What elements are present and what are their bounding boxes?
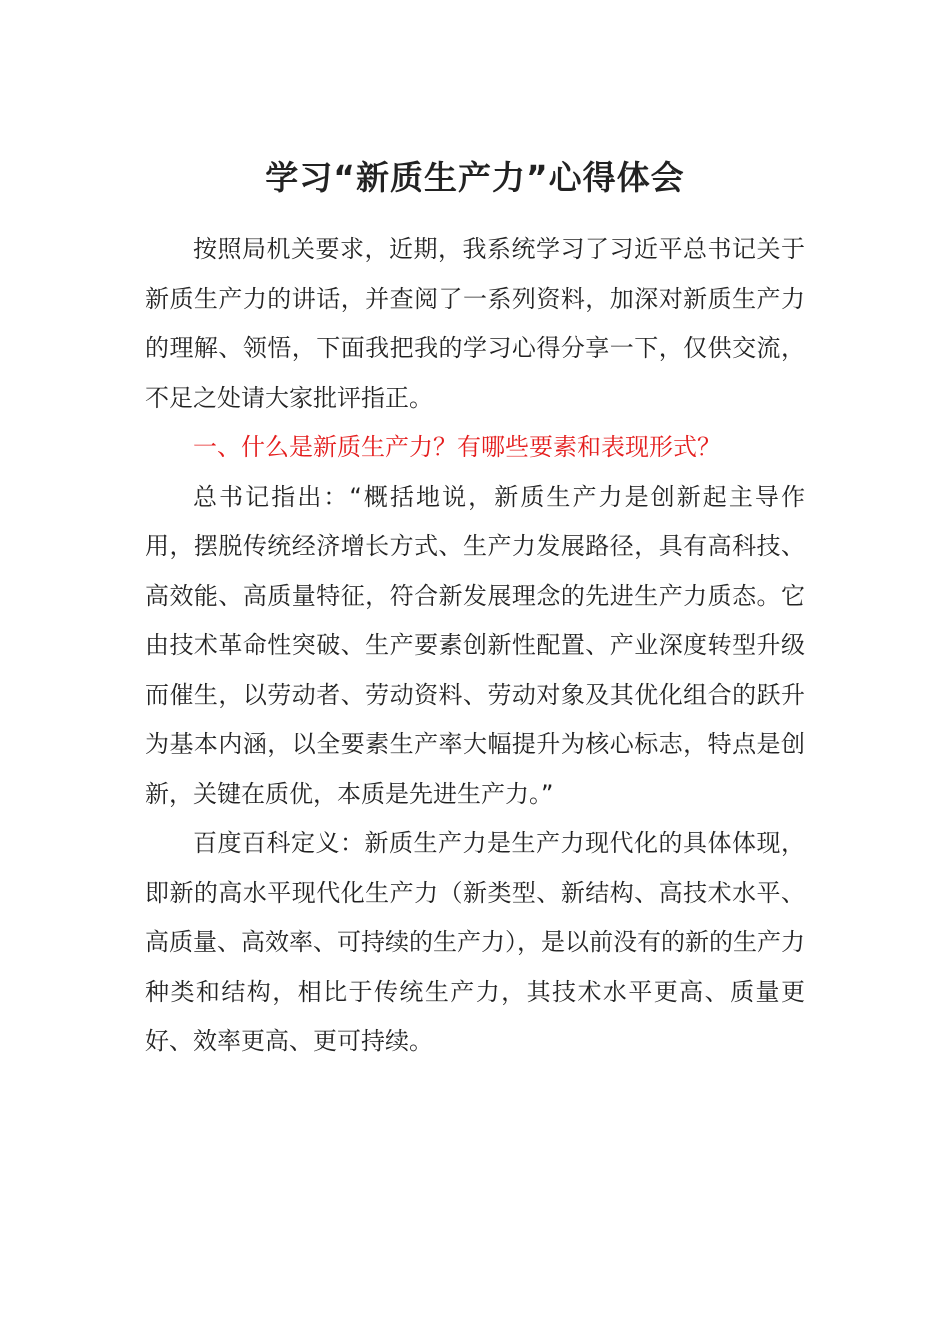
paragraph-definition: 百度百科定义：新质生产力是生产力现代化的具体体现，即新的高水平现代化生产力（新类型、新结构、高技术水平、高质量、高效率、可持续的生产力），是以前没有的新的生产力种类和结构，相比于传统生产力，其技术水平更高、质量更好、效率更高、更可持续。: [145, 829, 805, 1055]
paragraph-intro: 按照局机关要求，近期，我系统学习了习近平总书记关于新质生产力的讲话，并查阅了一系列资料，加深对新质生产力的理解、领悟，下面我把我的学习心得分享一下，仅供交流，不足之处请大家批评指正。: [145, 235, 805, 412]
document-title: 学习“新质生产力”心得体会: [265, 158, 685, 197]
document-body: [145, 225, 805, 1067]
section-heading-1: 一、什么是新质生产力？有哪些要素和表现形式？: [193, 433, 721, 461]
paragraph-quote: 总书记指出：“概括地说，新质生产力是创新起主导作用，摆脱传统经济增长方式、生产力发展路径，具有高科技、高效能、高质量特征，符合新发展理念的先进生产力质态。它由技术革命性突破、生产要素创新性配置、产业深度转型升级而催生，以劳动者、劳动资料、劳动对象及其优化组合的跃升为基本内涵，以全要素生产率大幅提升为核心标志，特点是创新，关键在质优，本质是先进生产力。”: [145, 482, 805, 808]
